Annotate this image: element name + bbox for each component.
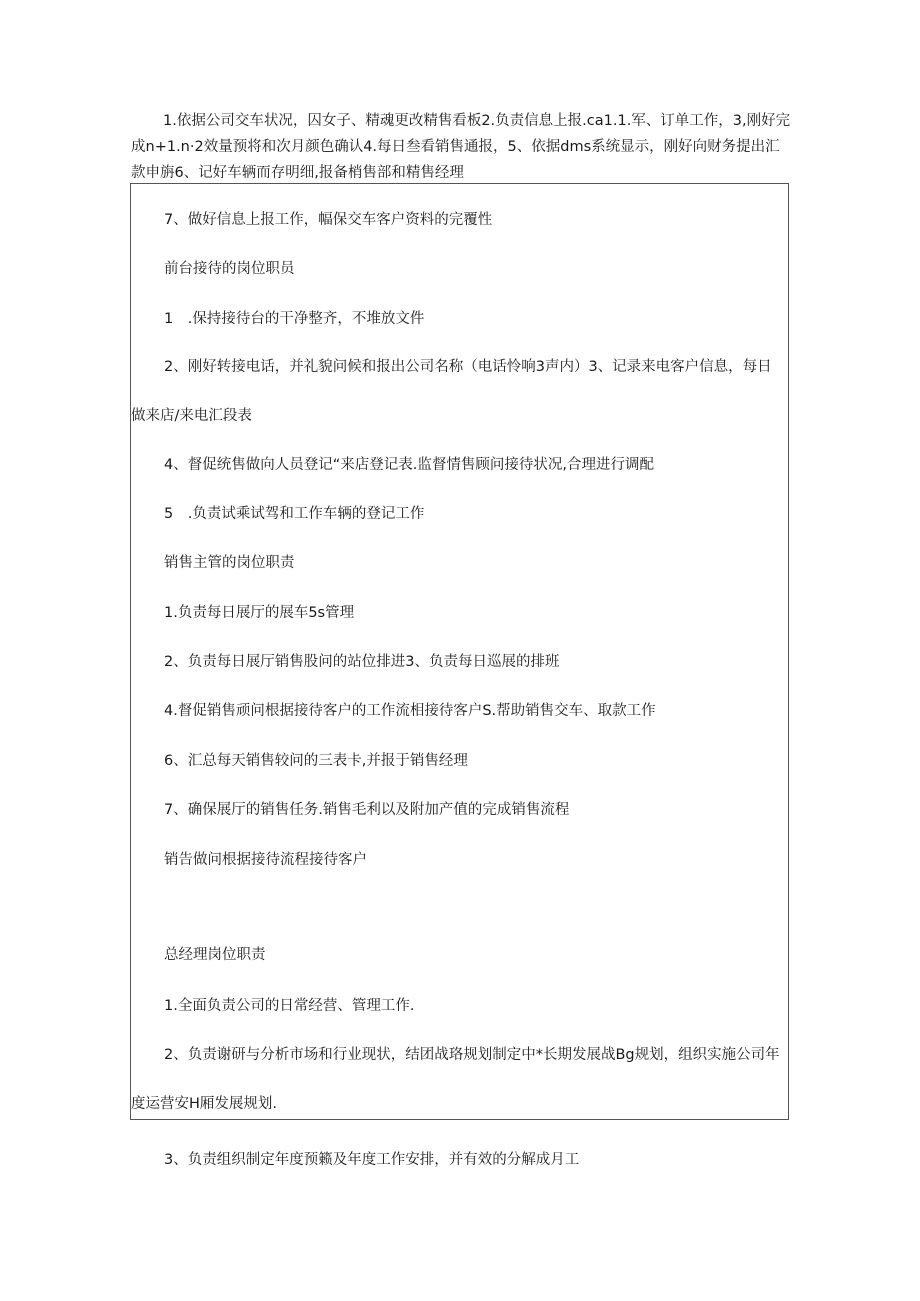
text-line: 2、负责每日展厅销售股问的站位排进3、负责每日巡展的排班 (164, 654, 560, 670)
text-line: 5 .负责试乘试驾和工作车辆的登记工作 (164, 506, 425, 522)
trailing-line: 3、负责组织制定年度预籁及年度工作安排，并有效的分解成月工 (164, 1152, 580, 1168)
text-line: 做来店/来电汇段表 (131, 408, 252, 424)
text-line: 2、刚好转接电话，并礼貌问候和报出公司名称（电话怜响3声内）3、记录来电客户信息，每日 (164, 359, 772, 375)
text-line: 1.全面负责公司的日常经营、管理工作. (164, 998, 415, 1014)
text-line: 2、负责谢研与分析市场和行业现状，结团战珞规划制定中*长期发展战Bg规划，组织实施公司年 (164, 1047, 780, 1063)
text-line: 1 .保持接待台的干净整齐，不堆放文件 (164, 311, 425, 327)
text-line: 1.负责每日展厅的展车5s管理 (164, 605, 355, 621)
section-heading: 前台接待的岗位职员 (164, 261, 295, 277)
text-line: 4、督促统售做向人员登记“来店登记表.监督情售顾问接待状况,合理进行调配 (164, 457, 654, 473)
text-line: 4.督促销售顽问根据接待客户的工作流相接待客户S.帮助销售交车、取款工作 (164, 703, 656, 719)
text-line: 度运营安H厢发展规划. (131, 1096, 278, 1112)
text-line: 7、确保展厅的销售任务.销售毛利以及附加产值的完成销售流程 (164, 802, 570, 818)
section-heading: 销售主管的岗位职责 (164, 555, 295, 571)
section-heading: 总经理岗位职责 (164, 947, 266, 963)
intro-paragraph: 1.依据公司交车状况，囚女子、精魂更改精售看板2.负责信息上报.ca1.1.军、订单工作，3,刚好完成n+1.n·2效量预将和次月颜色确认4.每日叁看销售通报，5、依据dms系统显示，刚好向财务提出汇款申旃6、记好车辆而存明细,报备梢售部和精售经理 (131, 113, 791, 181)
text-line: 6、汇总每天销售较问的三表卡,并报于销售经理 (164, 753, 468, 769)
text-line: 7、做好信息上报工作，幅保交车客户资料的完覆性 (164, 212, 493, 228)
text-line: 销告做问根据接待流程接待客户 (164, 852, 367, 868)
